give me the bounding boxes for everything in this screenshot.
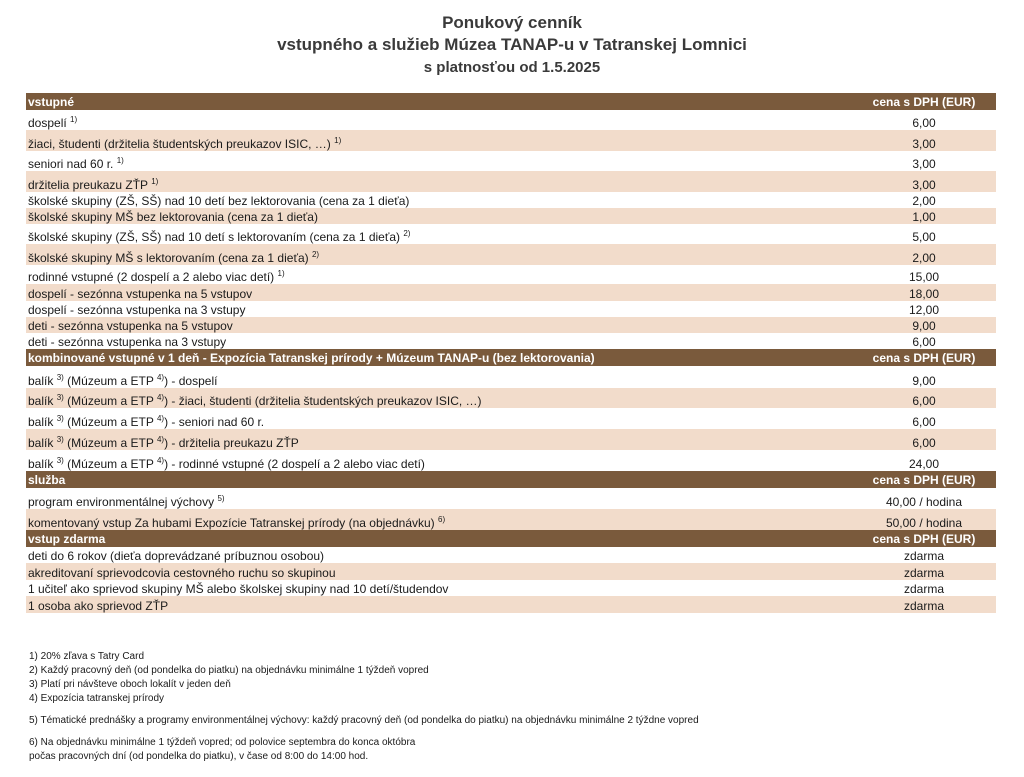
- footnote-ref: 5): [217, 495, 225, 503]
- table-row: [26, 192, 996, 208]
- footnote-ref: 1): [70, 116, 78, 124]
- table-row: [26, 429, 996, 450]
- footnote: 2) Každý pracovný deň (od pondelka do piatku) na objednávku minimálne 1 týždeň vopred: [29, 665, 429, 676]
- table-row: [26, 408, 996, 429]
- section-header: [26, 471, 996, 488]
- row-label-text: školské skupiny MŠ s lektorovaním (cena za 1 dieťa): [28, 251, 309, 265]
- row-label: [26, 287, 852, 301]
- row-price: 40,00 / hodina: [885, 495, 963, 509]
- footnote-ref: 4): [156, 394, 165, 402]
- row-price: 15,00: [908, 270, 940, 284]
- row-price: zdarma: [903, 599, 944, 613]
- table-row: [26, 130, 996, 151]
- row-label: [26, 566, 852, 580]
- row-price: 12,00: [908, 303, 940, 317]
- row-label: [26, 415, 852, 429]
- footnotes: [29, 650, 699, 764]
- row-label: [26, 582, 852, 596]
- table-row: [26, 301, 996, 317]
- row-label-mid: (Múzeum a ETP: [63, 415, 157, 429]
- footnote: 6) Na objednávku minimálne 1 týždeň vopred; od polovice septembra do konca októbra: [29, 737, 416, 748]
- row-label-mid: (Múzeum a ETP: [63, 436, 157, 450]
- page-title: Ponukový cenník: [442, 13, 582, 32]
- page-subtitle: vstupného a služieb Múzea TANAP-u v Tatranskej Lomnici: [277, 35, 747, 54]
- row-label-text: program environmentálnej výchovy: [28, 495, 215, 509]
- row-price: 6,00: [912, 394, 936, 408]
- footnote: 1) 20% zľava s Tatry Card: [29, 651, 144, 662]
- row-price: 6,00: [912, 335, 936, 349]
- footnote-ref: 4): [156, 415, 165, 423]
- row-label-text: žiaci, študenti (držitelia študentských preukazov ISIC, …): [28, 137, 331, 151]
- footnote-ref: 4): [156, 436, 165, 444]
- footnote: 4) Expozícia tatranskej prírody: [29, 693, 165, 704]
- table-row: [26, 388, 996, 408]
- footnote-spacer: [29, 706, 699, 714]
- row-label: [26, 457, 852, 471]
- row-label-text: školské skupiny (ZŠ, SŠ) nad 10 detí s lektorovaním (cena za 1 dieťa): [28, 230, 401, 244]
- row-price: zdarma: [903, 566, 944, 580]
- row-label: [26, 303, 852, 317]
- row-label-text: rodinné vstupné (2 dospelí a 2 alebo viac detí): [28, 270, 275, 284]
- table-row: [26, 488, 996, 509]
- footnote-ref: 2): [403, 230, 411, 238]
- row-price: zdarma: [903, 582, 944, 596]
- row-label-text: dospelí - sezónna vstupenka na 3 vstupy: [28, 303, 246, 317]
- row-price: 3,00: [912, 137, 936, 151]
- row-label: [26, 516, 852, 530]
- footnote-ref: 1): [116, 157, 124, 165]
- row-label-rest: ) - držitelia preukazu ZŤP: [164, 436, 299, 450]
- row-price: 3,00: [912, 178, 936, 192]
- price-column-header: cena s DPH (EUR): [872, 472, 976, 487]
- table-row: [26, 509, 996, 530]
- row-label-rest: ) - rodinné vstupné (2 dospelí a 2 alebo viac detí): [164, 457, 425, 471]
- row-label-rest: ) - dospelí: [164, 374, 218, 388]
- section-header: [26, 93, 996, 110]
- row-label-text: seniori nad 60 r.: [28, 157, 114, 171]
- footnote-ref: 1): [277, 270, 285, 278]
- row-label-mid: (Múzeum a ETP: [63, 457, 157, 471]
- footnote-ref: 3): [56, 394, 64, 402]
- row-label: [26, 251, 852, 265]
- row-label: [26, 436, 852, 450]
- price-column-header: cena s DPH (EUR): [872, 350, 976, 365]
- footnote-ref: 3): [56, 374, 64, 382]
- row-price: zdarma: [903, 549, 944, 563]
- row-label-rest: ) - žiaci, študenti (držitelia študentských preukazov ISIC, …): [164, 394, 482, 408]
- footnote-ref: 3): [56, 457, 64, 465]
- footnote: 3) Platí pri návšteve oboch lokalít v jeden deň: [29, 679, 231, 690]
- table-row: [26, 580, 996, 596]
- footnote-ref: 6): [438, 516, 446, 524]
- footnote-ref: 4): [156, 374, 165, 382]
- row-price: 6,00: [912, 116, 936, 130]
- row-label-mid: (Múzeum a ETP: [63, 374, 157, 388]
- row-price: 2,00: [912, 194, 936, 208]
- row-label: [26, 374, 852, 388]
- row-label-text: akreditovaní sprievodcovia cestovného ruchu so skupinou: [28, 566, 336, 580]
- row-label: [26, 194, 852, 208]
- price-column-header: cena s DPH (EUR): [872, 531, 976, 546]
- footnote-ref: 3): [56, 436, 64, 444]
- row-label-text: školské skupiny (ZŠ, SŠ) nad 10 detí bez lektorovania (cena za 1 dieťa): [28, 194, 410, 208]
- row-price: 5,00: [912, 230, 936, 244]
- row-price: 1,00: [912, 210, 936, 224]
- table-row: [26, 596, 996, 613]
- table-row: [26, 151, 996, 171]
- section-header: [26, 530, 996, 547]
- section-title: vstup zdarma: [28, 531, 106, 546]
- row-price: 9,00: [912, 319, 936, 333]
- title-block: [0, 12, 1024, 79]
- row-price: 3,00: [912, 157, 936, 171]
- row-label: [26, 270, 852, 284]
- row-label-rest: ) - seniori nad 60 r.: [164, 415, 265, 429]
- row-label-text: školské skupiny MŠ bez lektorovania (cena za 1 dieťa): [28, 210, 318, 224]
- row-label: [26, 599, 852, 613]
- table-row: [26, 110, 996, 130]
- row-label-mid: (Múzeum a ETP: [63, 394, 157, 408]
- row-label-text: balík: [28, 394, 54, 408]
- validity-date: s platnosťou od 1.5.2025: [423, 59, 601, 76]
- row-label: [26, 549, 852, 563]
- row-price: 6,00: [912, 436, 936, 450]
- footnote-spacer: [29, 728, 699, 736]
- row-label-text: deti do 6 rokov (dieťa doprevádzané príbuznou osobou): [28, 549, 325, 563]
- footnote-ref: 3): [56, 415, 64, 423]
- table-row: [26, 171, 996, 192]
- table-row: [26, 547, 996, 563]
- row-label: [26, 319, 852, 333]
- table-row: [26, 317, 996, 333]
- footnote-ref: 2): [311, 251, 320, 259]
- table-row: [26, 450, 996, 471]
- table-row: [26, 265, 996, 284]
- row-price: 50,00 / hodina: [885, 516, 963, 530]
- row-label: [26, 230, 852, 244]
- section-title: vstupné: [28, 94, 75, 109]
- row-price: 6,00: [912, 415, 936, 429]
- table-row: [26, 563, 996, 580]
- row-label: [26, 116, 852, 130]
- row-price: 9,00: [912, 374, 936, 388]
- row-price: 24,00: [908, 457, 940, 471]
- price-column-header: cena s DPH (EUR): [872, 94, 976, 109]
- footnote: počas pracovných dní (od pondelka do piatku), v čase od 8:00 do 14:00 hod.: [29, 751, 369, 762]
- row-label-text: 1 učiteľ ako sprievod skupiny MŠ alebo školskej skupiny nad 10 detí/študendov: [28, 582, 449, 596]
- footnote-ref: 1): [334, 137, 342, 145]
- row-label-text: 1 osoba ako sprievod ZŤP: [28, 599, 169, 613]
- section-header: [26, 349, 996, 366]
- section-title: kombinované vstupné v 1 deň - Expozícia Tatranskej prírody + Múzeum TANAP-u (bez lektorovania): [28, 350, 595, 365]
- table-row: [26, 366, 996, 388]
- footnote-ref: 4): [156, 457, 165, 465]
- row-label-text: balík: [28, 436, 54, 450]
- row-label-text: balík: [28, 457, 54, 471]
- row-label: [26, 157, 852, 171]
- row-label-text: balík: [28, 415, 54, 429]
- table-row: [26, 208, 996, 224]
- row-label-text: deti - sezónna vstupenka na 3 vstupy: [28, 335, 227, 349]
- row-label-text: držitelia preukazu ZŤP: [28, 178, 148, 192]
- table-row: [26, 284, 996, 301]
- row-price: 2,00: [912, 251, 936, 265]
- table-row: [26, 244, 996, 265]
- row-label: [26, 210, 852, 224]
- row-label: [26, 335, 852, 349]
- row-label: [26, 495, 852, 509]
- row-label-text: dospelí - sezónna vstupenka na 5 vstupov: [28, 287, 253, 301]
- section-title: služba: [28, 472, 66, 487]
- row-label-text: komentovaný vstup Za hubami Expozície Tatranskej prírody (na objednávku): [28, 516, 435, 530]
- row-label: [26, 394, 852, 408]
- row-label-text: balík: [28, 374, 54, 388]
- row-label-text: dospelí: [28, 116, 67, 130]
- row-price: 18,00: [908, 287, 940, 301]
- footnote: 5) Tématické prednášky a programy environmentálnej výchovy: každý pracovný deň (od pondelka do piatku) na objednávku minimálne 2 týždne vopred: [29, 715, 699, 726]
- row-label: [26, 137, 852, 151]
- table-row: [26, 224, 996, 244]
- table-row: [26, 333, 996, 349]
- footnote-ref: 1): [151, 178, 159, 186]
- price-table: [26, 93, 996, 613]
- row-label-text: deti - sezónna vstupenka na 5 vstupov: [28, 319, 233, 333]
- row-label: [26, 178, 852, 192]
